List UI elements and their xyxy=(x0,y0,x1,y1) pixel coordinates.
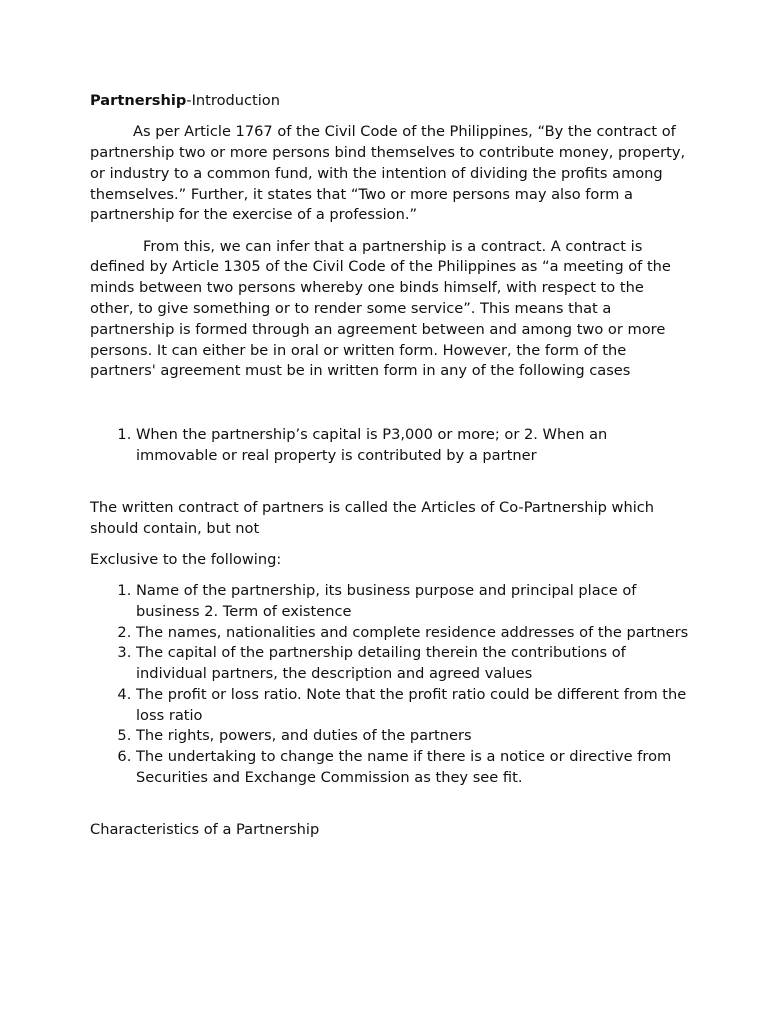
document-title xyxy=(90,91,690,112)
articles-contents-list xyxy=(90,581,690,789)
list-item: 2. The names, nationalities and complete residence addresses of the partners xyxy=(136,623,690,644)
paragraph-exclusive: Exclusive to the following: xyxy=(90,550,282,568)
title-bold: Partnership xyxy=(90,92,187,109)
list-item: 4. The profit or loss ratio. Note that the profit ratio could be different from the loss ratio xyxy=(136,685,690,727)
list-item: 6. The undertaking to change the name if there is a notice or directive from Securities and Exchange Commission as they see fit. xyxy=(136,747,690,789)
list-item: 1. Name of the partnership, its business purpose and principal place of business 2. Term of existence xyxy=(136,581,690,623)
list-item: 5. The rights, powers, and duties of the partners xyxy=(136,726,690,747)
section-heading-characteristics: Characteristics of a Partnership xyxy=(90,820,320,838)
paragraph-article-1767: As per Article 1767 of the Civil Code of the Philippines, “By the contract of partnership two or more persons bind themselves to contribute money, property, or industry to a common fund, with the intention of dividing the profits among themselves.” Further, it states that “Two or more persons may also form a partnership for the exercise of a profession.” xyxy=(90,123,686,224)
paragraph-article-1305: From this, we can infer that a partnership is a contract. A contract is defined by Article 1305 of the Civil Code of the Philippines as “a meeting of the minds between two persons whereby one binds himself, with respect to the other, to give something or to render some service”. This means that a partnership is formed through an agreement between and among two or more persons. It can either be in oral or written form. However, the form of the partners' agreement must be in written form in any of the following cases xyxy=(90,237,671,380)
written-form-cases-list xyxy=(90,425,690,467)
list-item: 3. The capital of the partnership detailing therein the contributions of individual partners, the description and agreed values xyxy=(136,643,690,685)
list-item: 1. When the partnership’s capital is P3,000 or more; or 2. When an immovable or real property is contributed by a partner xyxy=(136,425,690,467)
paragraph-articles-of-copartnership: The written contract of partners is called the Articles of Co-Partnership which should contain, but not xyxy=(90,498,655,537)
document-page xyxy=(90,91,690,851)
title-rest: -Introduction xyxy=(186,92,280,109)
